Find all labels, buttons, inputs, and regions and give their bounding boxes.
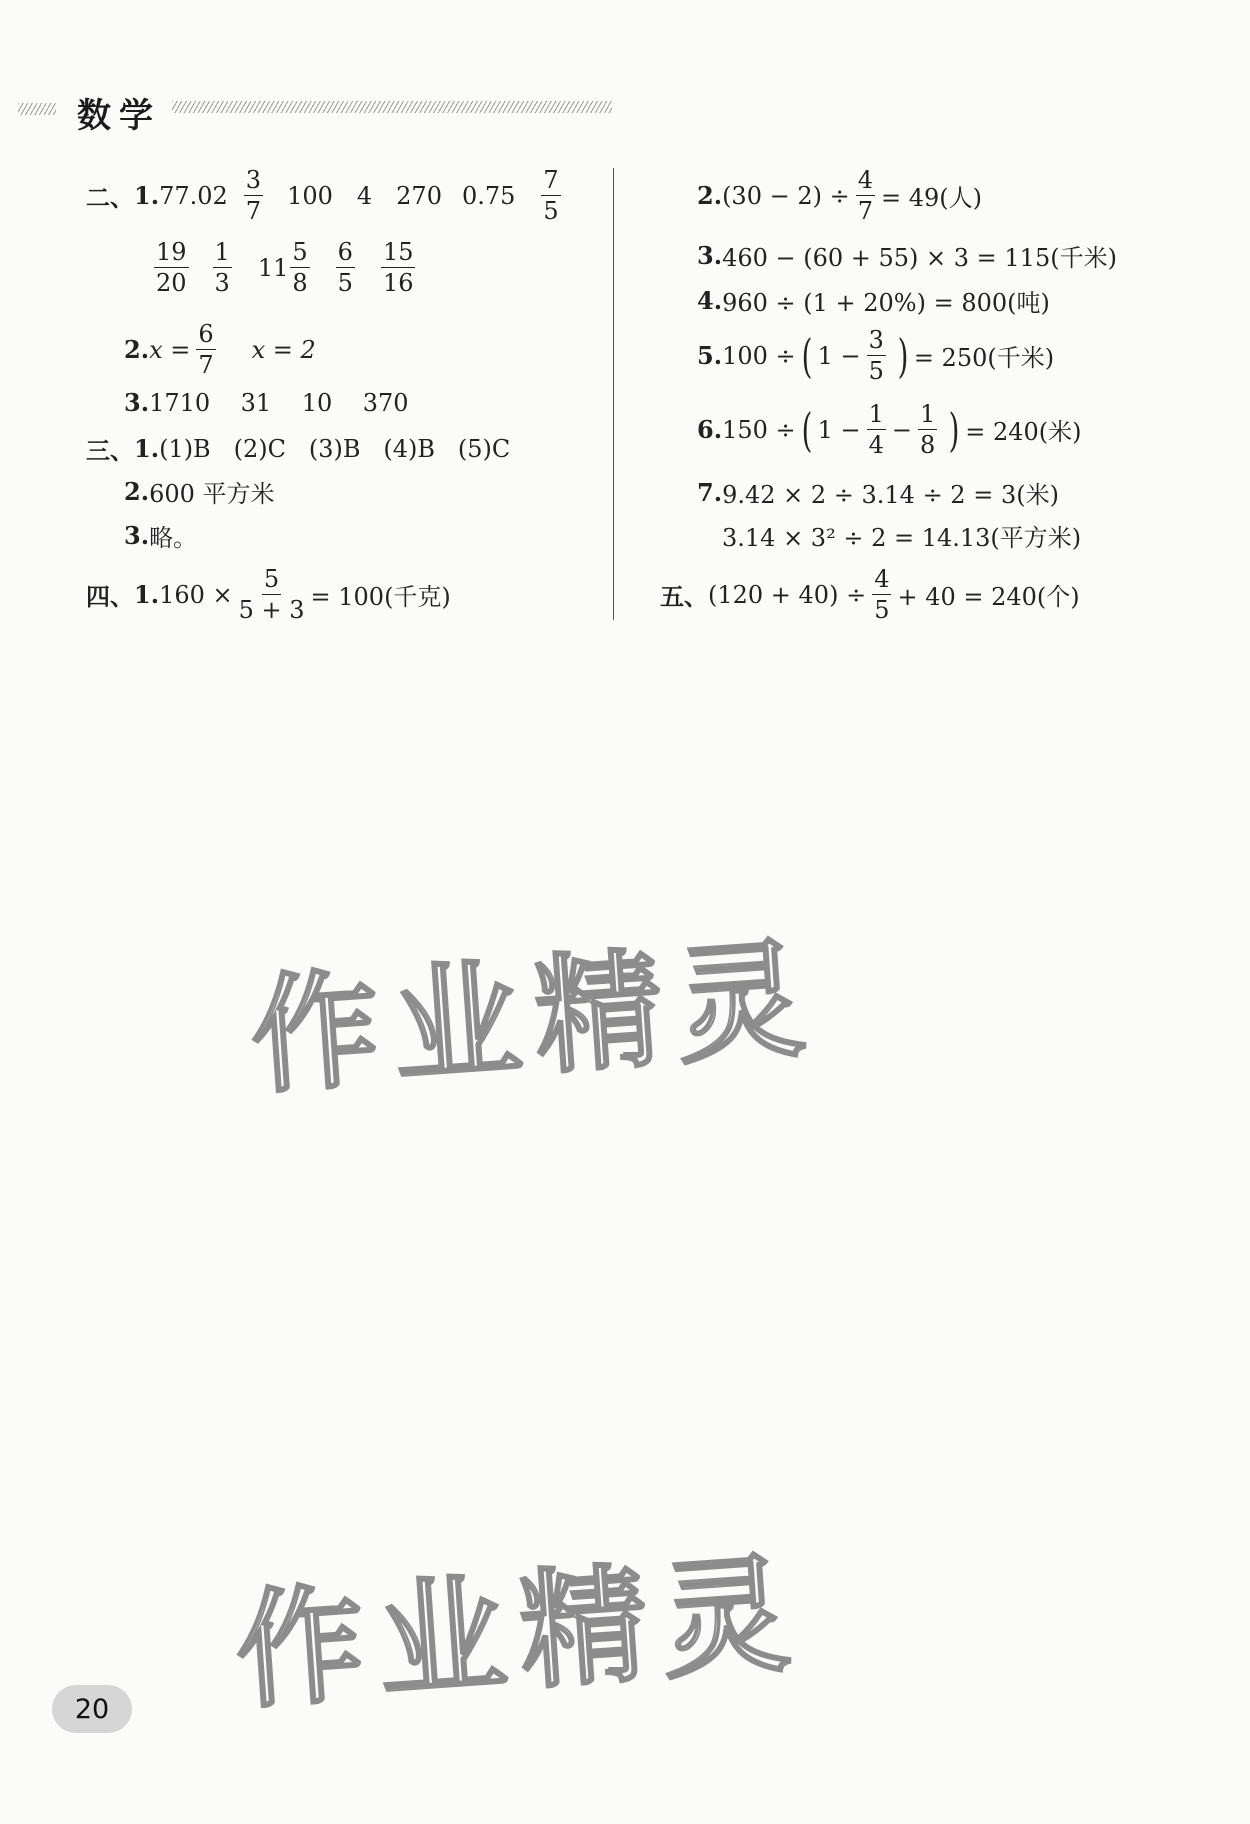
question-number: 1. bbox=[134, 181, 160, 210]
open-paren: ( bbox=[801, 402, 812, 457]
s3-q2 bbox=[124, 474, 275, 509]
fraction: $\frac{6}{5}$ bbox=[337, 238, 353, 297]
expression: + 40 = 240(个) bbox=[897, 583, 1080, 611]
close-paren: ) bbox=[948, 402, 960, 457]
fraction: $\frac{19}{20}$ bbox=[156, 238, 187, 297]
fraction: $\frac{1}{4}$ bbox=[868, 400, 884, 459]
answer-value: 77.02 bbox=[159, 181, 228, 210]
open-paren: ( bbox=[801, 328, 812, 383]
expression: 3.14 × 3² ÷ 2 = 14.13(平方米) bbox=[722, 524, 1082, 552]
s3-q3 bbox=[124, 518, 197, 553]
question-number: 3. bbox=[124, 521, 150, 550]
s4-q1 bbox=[86, 567, 451, 622]
question-number: 3. bbox=[697, 241, 723, 270]
watermark: 作业精灵 bbox=[246, 924, 824, 1113]
question-number: 7. bbox=[697, 478, 723, 507]
header-left-hatch bbox=[18, 103, 56, 115]
fraction: $\frac{1}{8}$ bbox=[919, 400, 936, 459]
expression: (120 + 40) ÷ bbox=[708, 580, 867, 609]
page-number: 20 bbox=[52, 1685, 132, 1733]
answer-value: 0.75 bbox=[461, 181, 516, 210]
r-q7-line1 bbox=[697, 475, 1059, 510]
question-number: 6. bbox=[697, 415, 723, 444]
s3-q1 bbox=[86, 431, 510, 466]
s2-q3 bbox=[124, 388, 409, 417]
expression: = 240(米) bbox=[965, 418, 1082, 446]
s2-q1-row2 bbox=[148, 240, 421, 295]
expression: 460 − (60 + 55) × 3 = 115(千米) bbox=[722, 244, 1117, 272]
header-right-hatch bbox=[172, 101, 612, 113]
fraction: $\frac{6}{7}$ bbox=[198, 320, 214, 379]
fraction: $\frac{3}{7}$ bbox=[245, 166, 262, 225]
expression: (30 − 2) ÷ bbox=[722, 181, 850, 210]
section-label: 四、 bbox=[86, 582, 134, 611]
question-number: 1. bbox=[134, 434, 160, 463]
fraction: $\frac{4}{5}$ bbox=[874, 565, 890, 624]
answer-value: 160 × bbox=[159, 580, 233, 609]
column-divider bbox=[613, 168, 614, 620]
r-q4 bbox=[697, 283, 1050, 318]
expression: 100 ÷ bbox=[722, 341, 796, 370]
r-q7-line2 bbox=[722, 518, 1081, 553]
mixed-number-whole: 11 bbox=[257, 253, 289, 282]
expression: 1 − bbox=[817, 341, 861, 370]
expression: 9.42 × 2 ÷ 3.14 ÷ 2 = 3(米) bbox=[722, 481, 1059, 509]
fraction: $\frac{5}{8}$ bbox=[292, 238, 308, 297]
section-label: 二、 bbox=[86, 183, 134, 212]
answer-value: = 100(千克) bbox=[310, 583, 451, 611]
question-number: 5. bbox=[697, 341, 723, 370]
fraction: $\frac{4}{7}$ bbox=[857, 166, 873, 225]
r-q3 bbox=[697, 238, 1117, 273]
expression: = 49(人) bbox=[880, 184, 982, 212]
expression: 1 − bbox=[817, 415, 861, 444]
answer-value: 270 bbox=[396, 181, 442, 210]
fraction: $\frac{15}{16}$ bbox=[382, 238, 414, 297]
fraction: $\frac{3}{5}$ bbox=[868, 326, 884, 385]
watermark: 作业精灵 bbox=[231, 1539, 809, 1728]
expression: − bbox=[891, 415, 912, 444]
answer-value: (1)B (2)C (3)B (4)B (5)C bbox=[159, 434, 511, 463]
s5 bbox=[660, 567, 1080, 622]
answer-value: 600 平方米 bbox=[149, 480, 275, 508]
expression: 960 ÷ (1 + 20%) = 800(吨) bbox=[722, 289, 1050, 317]
expression: = 250(千米) bbox=[913, 344, 1055, 372]
question-number: 4. bbox=[697, 286, 723, 315]
subject-title: 数学 bbox=[77, 96, 161, 136]
answer-value: x = 2 bbox=[251, 335, 316, 364]
question-number: 2. bbox=[124, 335, 150, 364]
answer-value: 100 bbox=[287, 181, 333, 210]
section-label: 三、 bbox=[86, 436, 134, 465]
fraction: $\frac{1}{3}$ bbox=[214, 238, 230, 297]
fraction: $\frac{5}{5 + 3}$ bbox=[238, 565, 305, 624]
expression: 150 ÷ bbox=[722, 415, 796, 444]
fraction: $\frac{7}{5}$ bbox=[543, 166, 559, 225]
answer-value: 1710 31 10 370 bbox=[149, 388, 409, 417]
question-number: 3. bbox=[124, 388, 150, 417]
answer-value: x = bbox=[149, 335, 191, 364]
question-number: 2. bbox=[697, 181, 723, 210]
s2-q2 bbox=[124, 322, 316, 377]
r-q5 bbox=[697, 328, 1054, 383]
section-label: 五、 bbox=[660, 582, 708, 611]
answer-value: 4 bbox=[356, 181, 373, 210]
answer-value: 略。 bbox=[149, 524, 198, 552]
r-q6 bbox=[697, 402, 1081, 457]
s2-q1-row1 bbox=[86, 168, 567, 223]
r-q2 bbox=[697, 168, 982, 223]
close-paren: ) bbox=[897, 328, 909, 383]
question-number: 2. bbox=[124, 477, 150, 506]
question-number: 1. bbox=[134, 580, 160, 609]
